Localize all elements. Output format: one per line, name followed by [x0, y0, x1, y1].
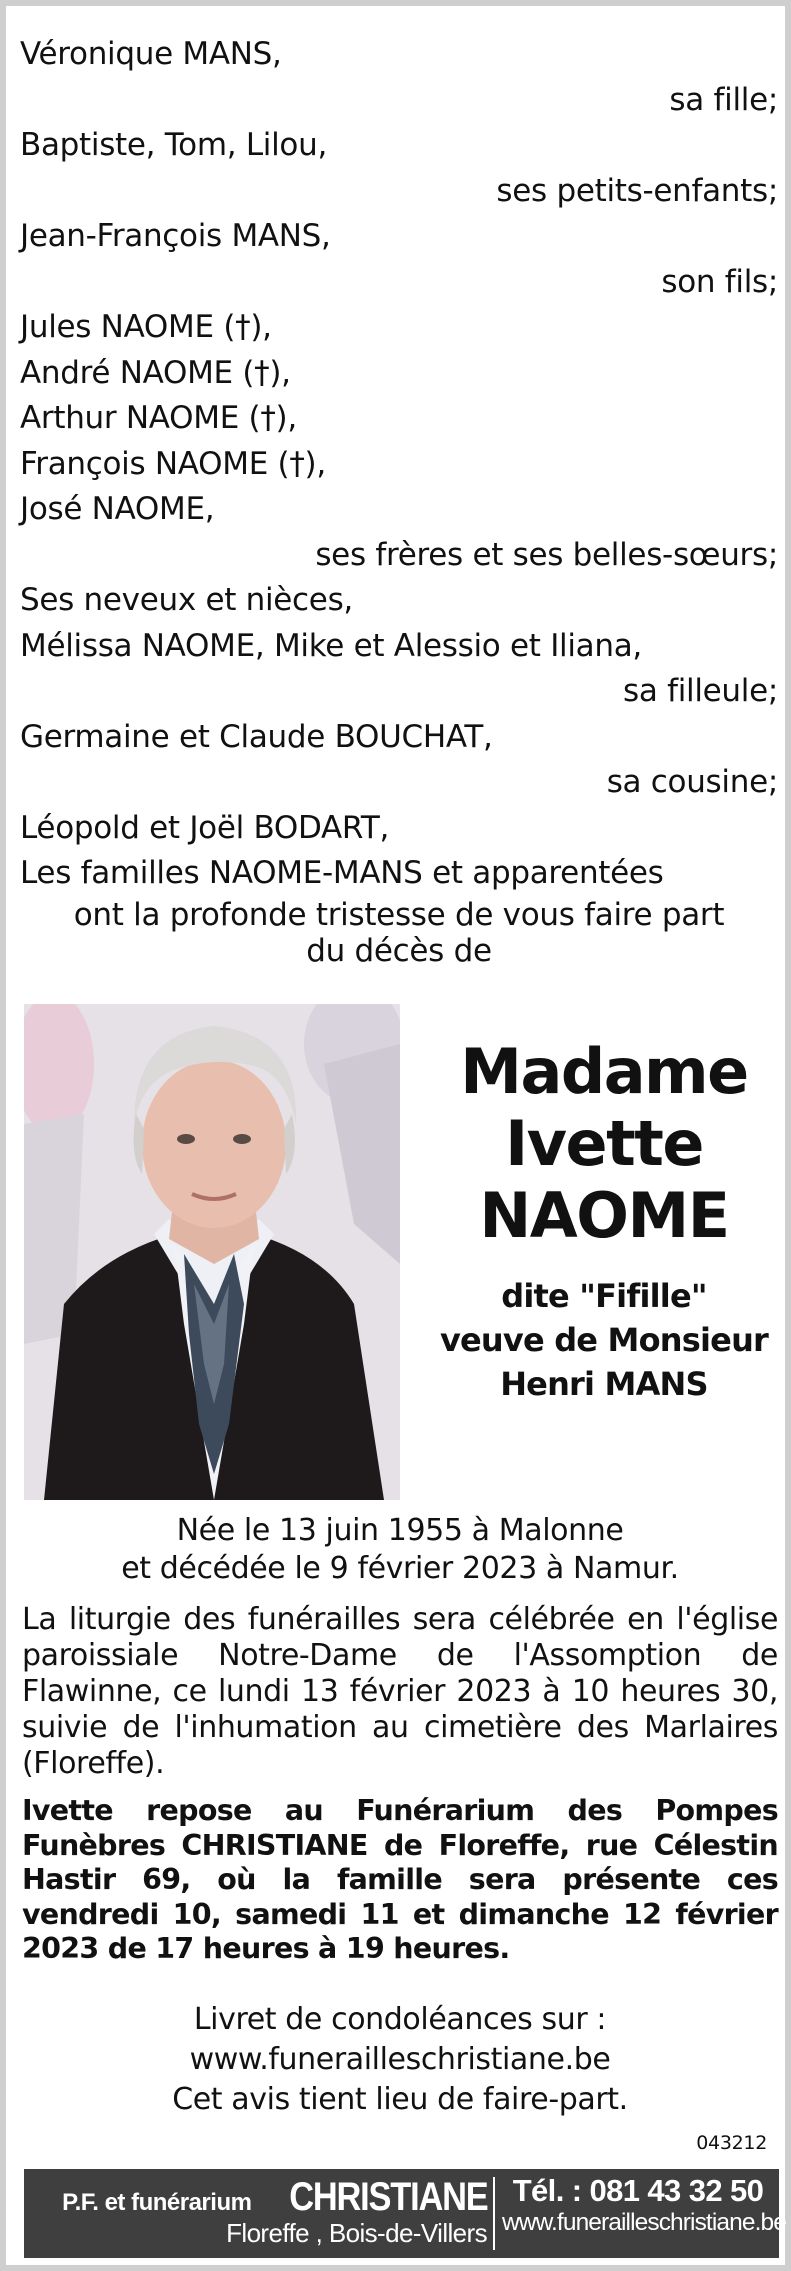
family-name: José NAOME,: [20, 491, 215, 527]
condolences-label: Livret de condoléances sur :: [193, 2002, 607, 2037]
deceased-title: Madame: [460, 1035, 748, 1108]
announcement-line: du décès de: [306, 932, 492, 969]
website-link[interactable]: www.funerailleschristiane.be: [502, 2209, 786, 2236]
death-line: et décédée le 9 février 2023 à Namur.: [121, 1551, 679, 1586]
funeral-home-name: [32, 2175, 487, 2252]
announcement-line: ont la profonde tristesse de vous faire part: [73, 896, 725, 933]
family-name: Germaine et Claude BOUCHAT,: [20, 718, 493, 755]
liturgy-text: La liturgie des funérailles sera célébrée en l'église paroissiale Notre-Dame de l'Assomption de Flawinne, ce lundi 13 février 2023 à 10 heures 30, suivie de l'inhumation au cimetière des Marlaires (Floreffe).: [22, 1602, 778, 1781]
family-name: Jean-François MANS,: [20, 218, 331, 254]
family-name: Baptiste, Tom, Lilou,: [20, 127, 328, 163]
funeral-home-company: CHRISTIANE: [288, 2175, 487, 2219]
family-relation: ses frères et ses belles-sœurs;: [315, 536, 778, 573]
spouse-name: Henri MANS: [500, 1365, 708, 1403]
family-relation: sa cousine;: [606, 764, 778, 800]
deceased-nickname: dite "Fifille": [501, 1277, 707, 1315]
funeral-home-locations: Floreffe , Bois-de-Villers: [226, 2218, 487, 2248]
widow-of: veuve de Monsieur: [439, 1321, 769, 1359]
deceased-portrait: [24, 1004, 400, 1500]
family-name: Les familles NAOME-MANS et apparentées: [20, 855, 664, 891]
phone-label: Tél. :: [512, 2173, 582, 2208]
family-relation: son fils;: [661, 263, 778, 300]
family-name: Véronique MANS,: [20, 36, 282, 72]
family-relation: ses petits-enfants;: [496, 172, 778, 209]
birth-death-dates: [22, 1512, 778, 1588]
funerarium-text: Ivette repose au Funérarium des Pompes Funèbres CHRISTIANE de Floreffe, rue Célestin Hastir 69, où la famille sera présente ces vendredi 10, samedi 11 et dimanche 12 février 2023 de 17 heures à 19 heures.: [22, 1794, 778, 1965]
family-name: François NAOME (†),: [20, 445, 326, 482]
family-name: Mélissa NAOME, Mike et Alessio et Iliana,: [20, 627, 642, 664]
family-name: Jules NAOME (†),: [20, 309, 272, 345]
family-name: Arthur NAOME (†),: [20, 400, 297, 436]
funeral-home-contact: [502, 2173, 786, 2237]
obituary-card: [6, 6, 785, 2265]
condolences-block: [22, 2000, 778, 2120]
family-name: Léopold et Joël BODART,: [20, 809, 390, 846]
phone-number[interactable]: 081 43 32 50: [589, 2173, 764, 2208]
funeral-home-prefix: P.F. et funérarium: [62, 2189, 252, 2216]
family-relation: sa fille;: [669, 81, 778, 118]
deceased-last-name: NAOME: [479, 1179, 729, 1252]
deceased-first-name: Ivette: [505, 1107, 703, 1180]
portrait-image: [24, 1004, 400, 1500]
notice-statement: Cet avis tient lieu de faire-part.: [172, 2082, 628, 2117]
reference-number: 043212: [696, 2132, 767, 2154]
deceased-name-block: [424, 1036, 784, 1406]
family-list: [20, 32, 778, 969]
condolences-link[interactable]: www.funerailleschristiane.be: [189, 2042, 611, 2077]
family-name: Ses neveux et nièces,: [20, 582, 353, 618]
family-name: André NAOME (†),: [20, 354, 291, 391]
family-relation: sa filleule;: [622, 673, 778, 709]
footer-divider: [493, 2177, 495, 2250]
funeral-home-banner: [24, 2169, 786, 2258]
birth-line: Née le 13 juin 1955 à Malonne: [176, 1513, 624, 1548]
